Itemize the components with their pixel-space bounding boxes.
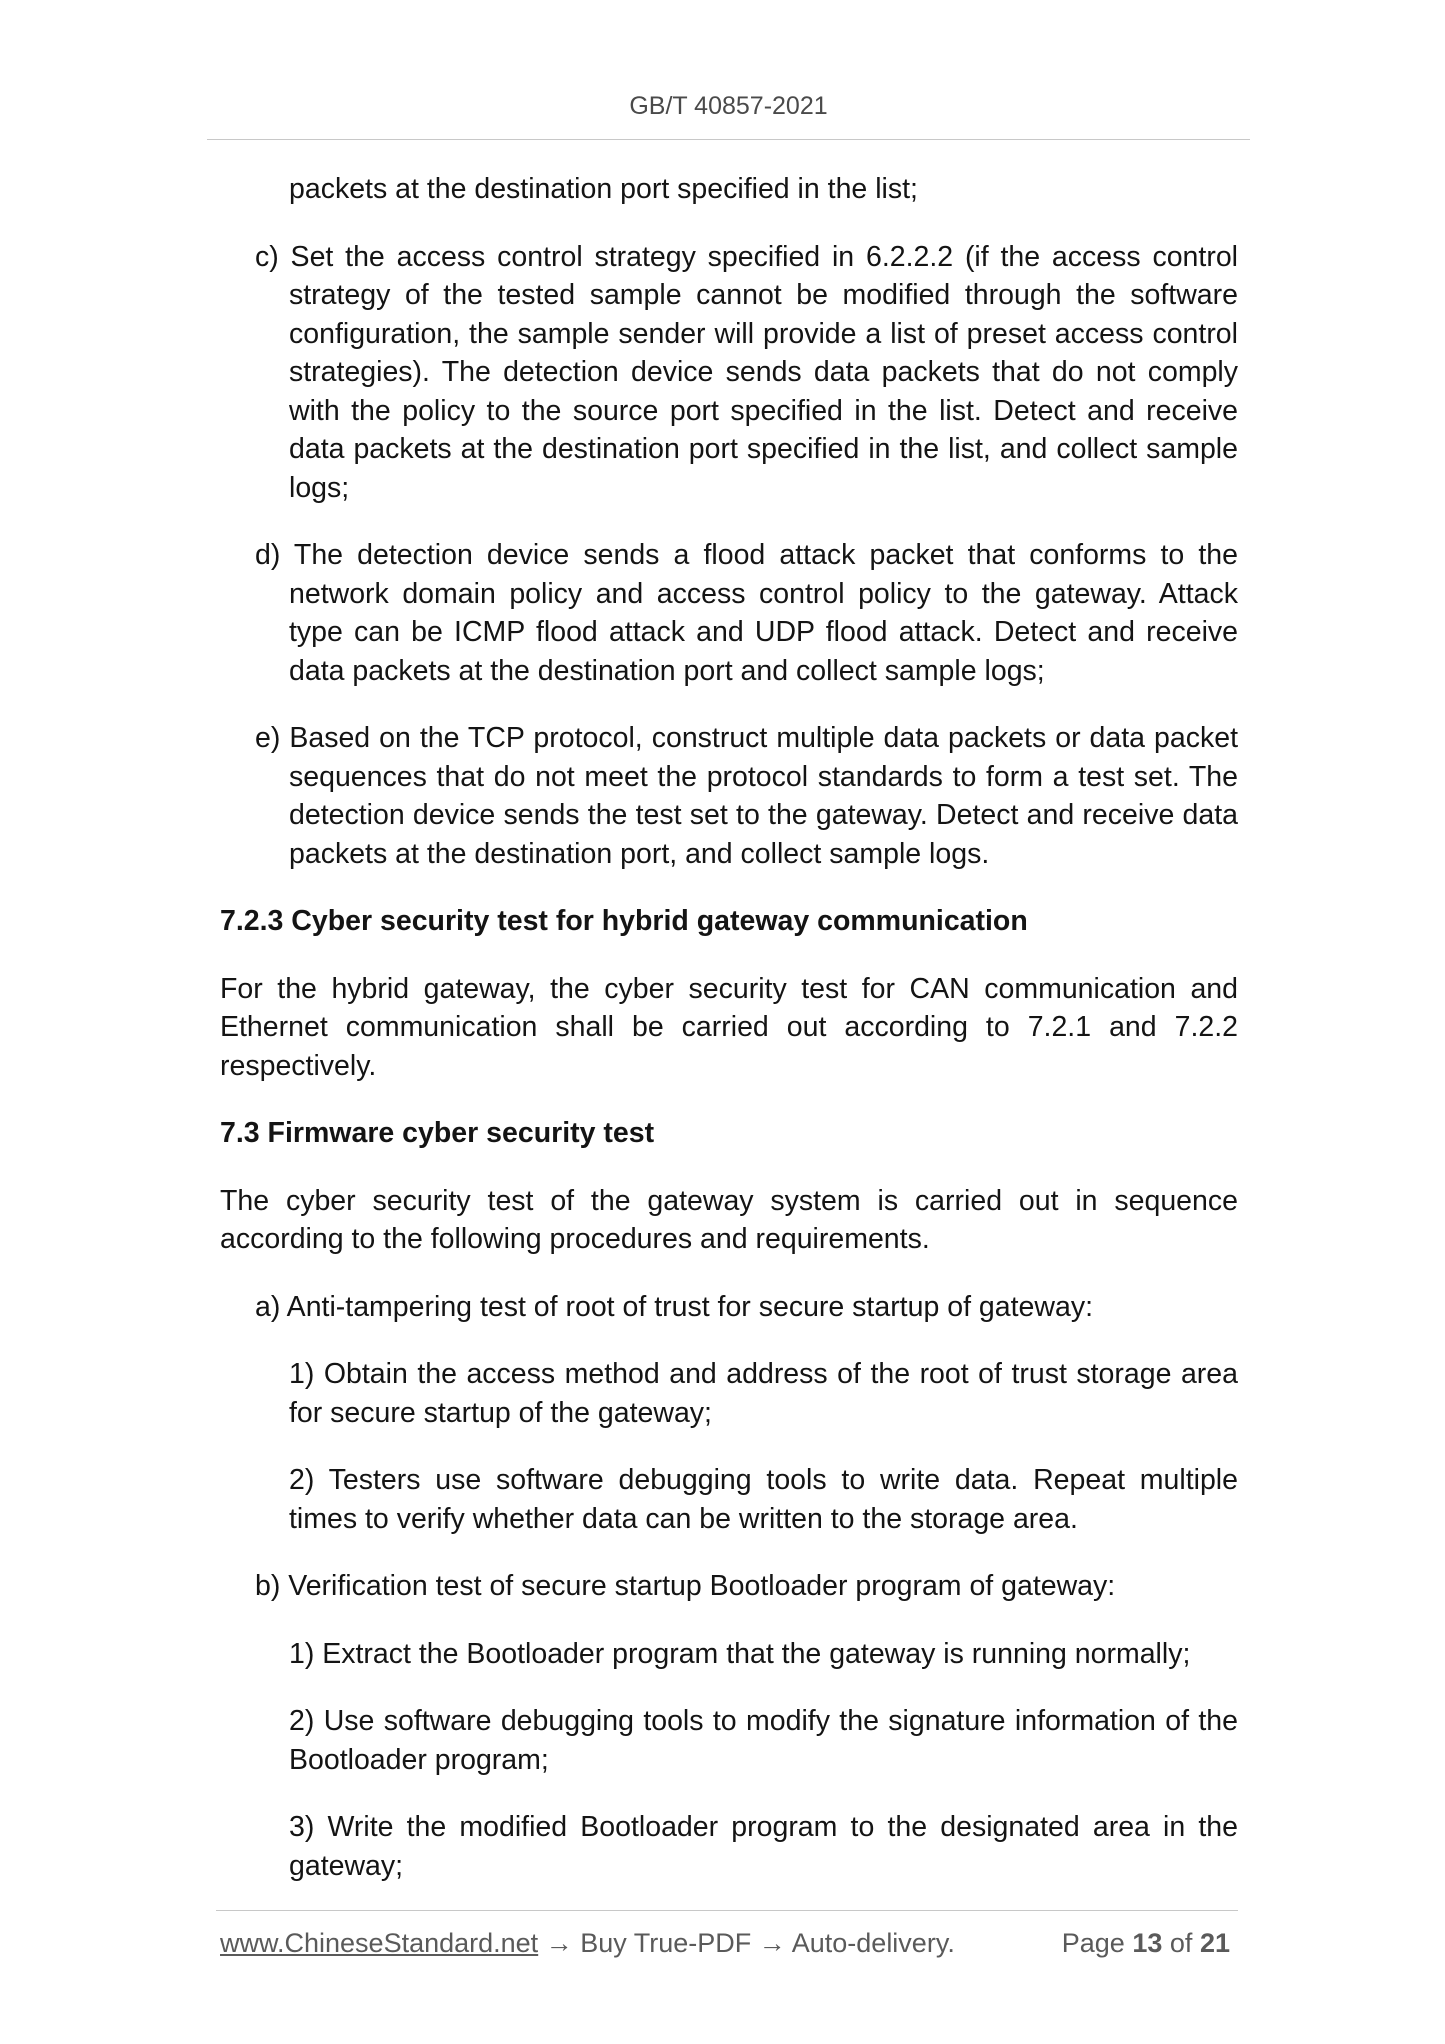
section-heading-7-2-3: 7.2.3 Cyber security test for hybrid gateway communication (220, 905, 1028, 937)
page-label: Page (1061, 1928, 1125, 1958)
sub-item-b-2: 2) Use software debugging tools to modify the signature information of the Bootloader program; (289, 1705, 1238, 1776)
sub-item-a-1: 1) Obtain the access method and address of the root of trust storage area for secure startup of the gateway; (289, 1358, 1238, 1429)
list-item-b-verification: b) Verification test of secure startup Bootloader program of gateway: (255, 1570, 1116, 1602)
sub-item-b-3: 3) Write the modified Bootloader program to the designated area in the gateway; (289, 1811, 1238, 1882)
list-item-c: c) Set the access control strategy specified in 6.2.2.2 (if the access control strategy of the tested sample cannot be modified through the software configuration, the sample sender will provide a list of preset access control strategies). The detection device sends data packets that do not comply with the policy to the source port specified in the list. Detect and receive data packets at the destination port specified in the list, and collect sample logs; (255, 240, 1238, 504)
page-counter (1062, 1928, 1230, 1959)
document-body (220, 170, 1238, 1914)
list-item-e: e) Based on the TCP protocol, construct multiple data packets or data packet sequences that do not meet the protocol standards to form a test set. The detection device sends the test set to the gateway. Detect and receive data packets at the destination port, and collect sample logs. (255, 722, 1238, 870)
section-heading-7-3: 7.3 Firmware cyber security test (220, 1117, 655, 1149)
paragraph-7-2-3: For the hybrid gateway, the cyber security test for CAN communication and Ethernet communication shall be carried out according to 7.2.1 and 7.2.2 respectively. (220, 972, 1238, 1082)
footer-divider (216, 1910, 1238, 1911)
footer-promo-text: → Buy True-PDF → Auto-delivery. (538, 1928, 955, 1958)
header-divider (207, 139, 1250, 140)
paragraph-7-3: The cyber security test of the gateway system is carried out in sequence according to the following procedures and requirements. (220, 1184, 1238, 1255)
footer-promo (220, 1928, 955, 1959)
page-number: 13 (1132, 1928, 1163, 1958)
page-header: GB/T 40857-2021 (629, 92, 828, 120)
list-item-d: d) The detection device sends a flood attack packet that conforms to the network domain policy and access control policy to the gateway. Attack type can be ICMP flood attack and UDP flood attack. Detect and receive data packets at the destination port and collect sample logs; (255, 539, 1238, 687)
sub-item-b-1: 1) Extract the Bootloader program that the gateway is running normally; (289, 1637, 1191, 1670)
list-item-a-anti-tampering: a) Anti-tampering test of root of trust for secure startup of gateway: (255, 1290, 1093, 1323)
total-pages: 21 (1199, 1928, 1230, 1958)
site-link[interactable]: www.ChineseStandard.net (220, 1928, 539, 1958)
list-item-b-continuation: packets at the destination port specified in the list; (289, 173, 918, 205)
sub-item-a-2: 2) Testers use software debugging tools to write data. Repeat multiple times to verify whether data can be written to the storage area. (289, 1464, 1238, 1535)
of-label: of (1169, 1928, 1193, 1958)
